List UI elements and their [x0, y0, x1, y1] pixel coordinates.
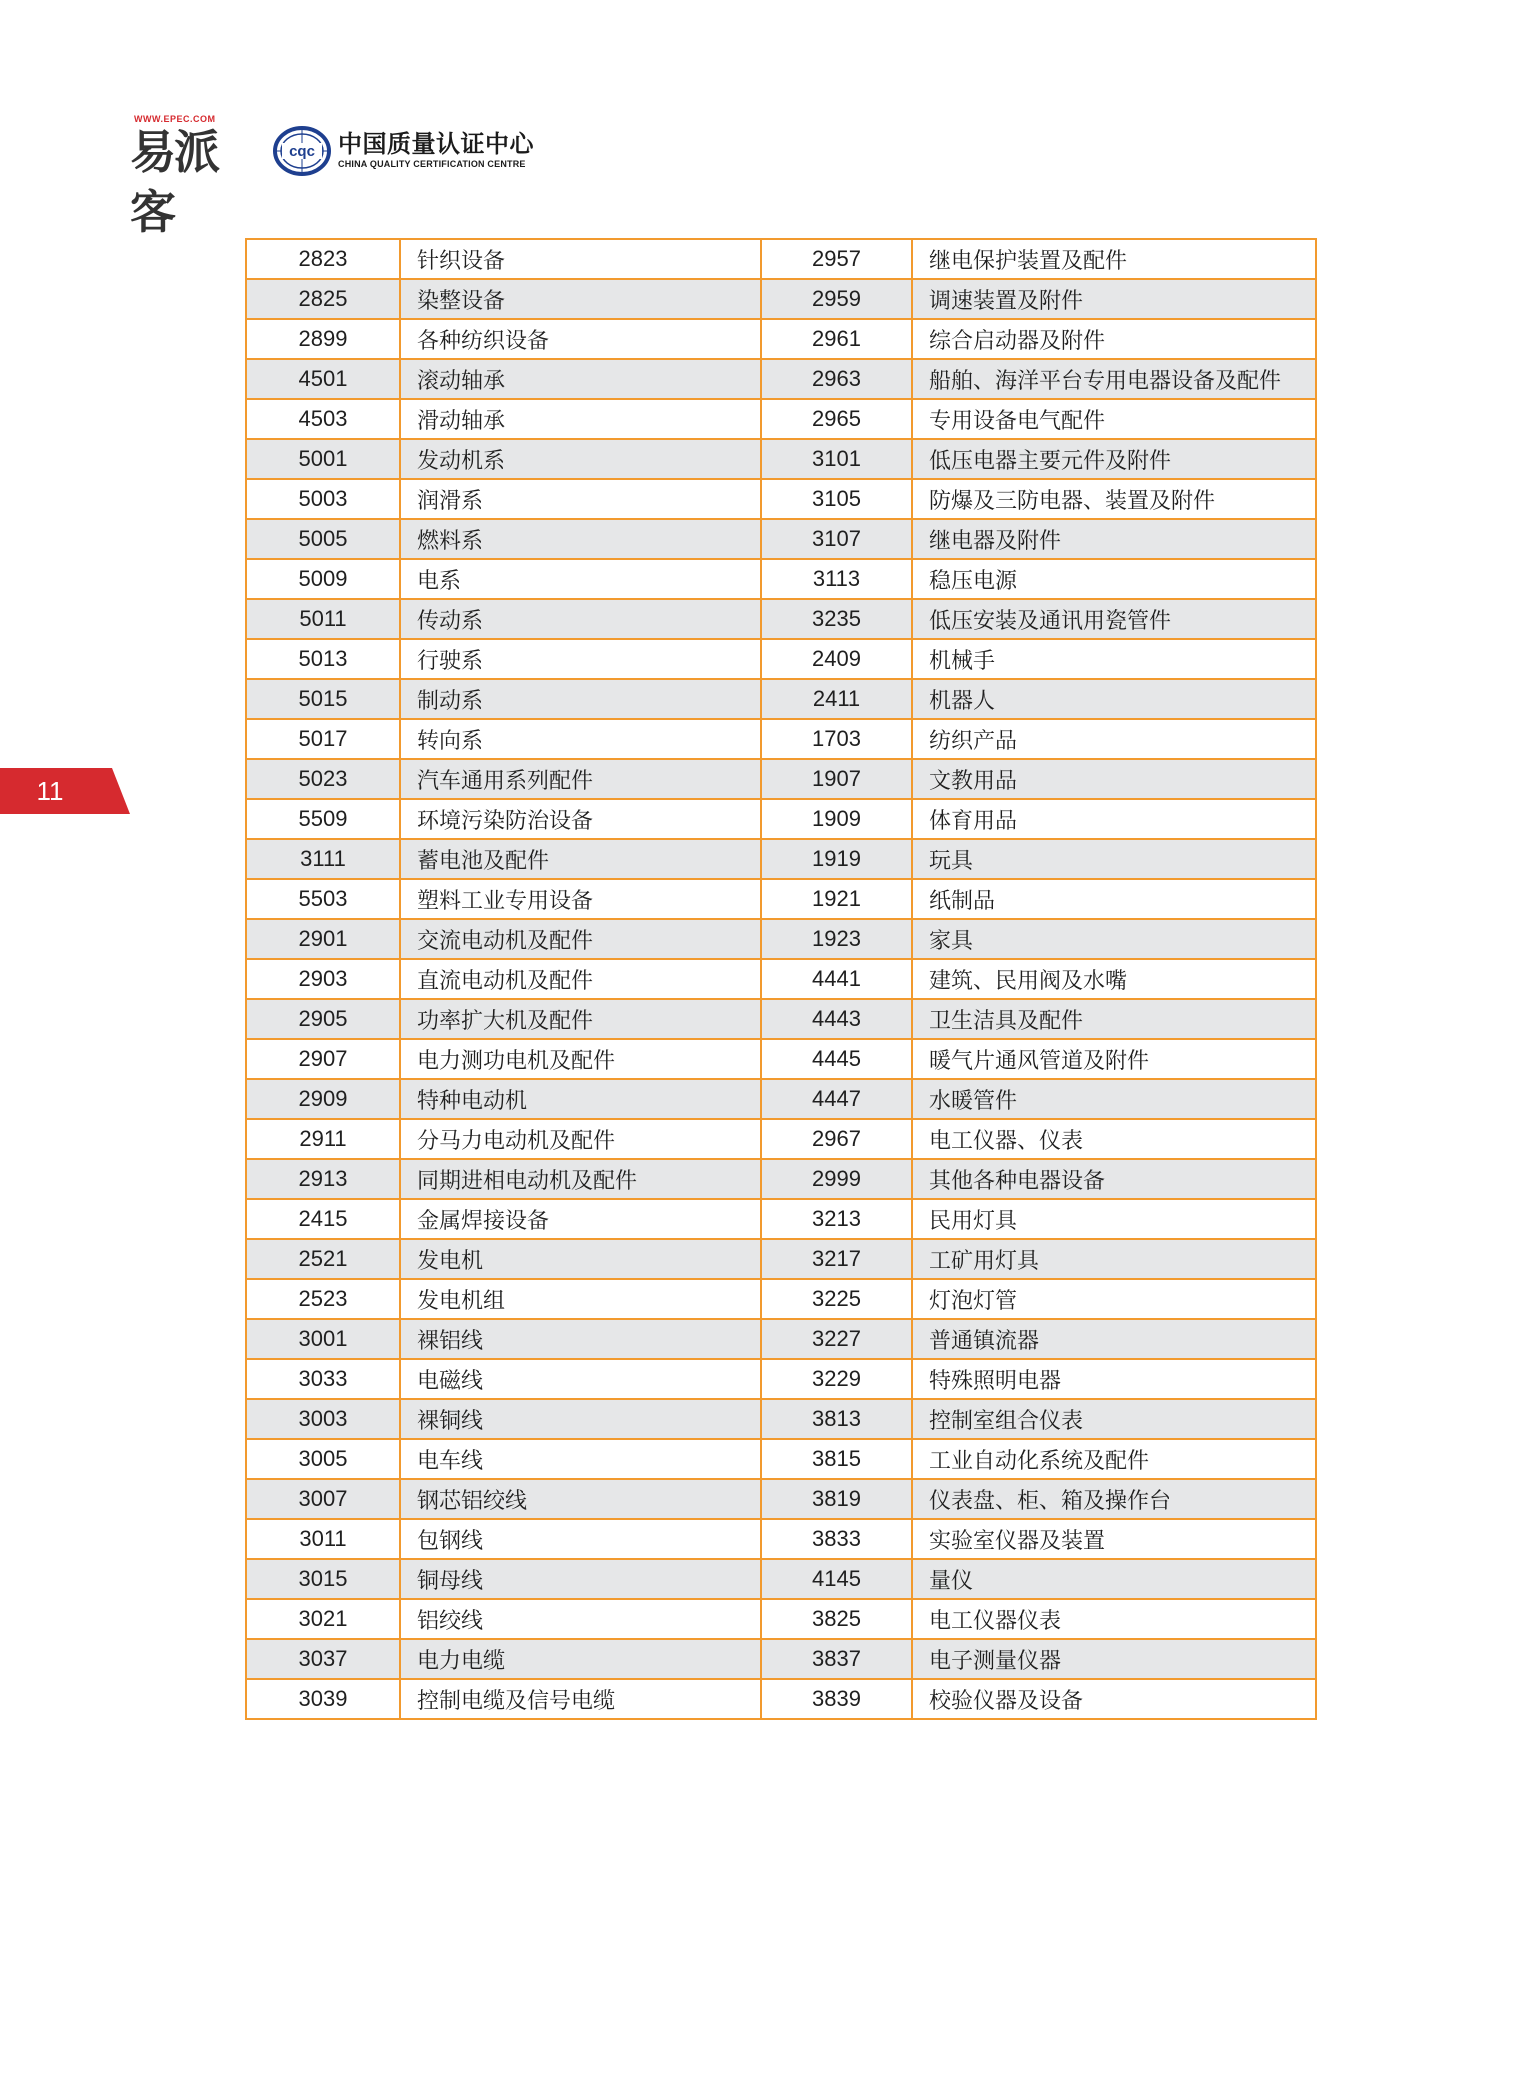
left-code-cell: 2901 — [246, 919, 400, 959]
left-name-cell: 行驶系 — [400, 639, 761, 679]
right-code-cell: 2999 — [761, 1159, 912, 1199]
left-code-cell: 5009 — [246, 559, 400, 599]
right-name-cell: 文教用品 — [912, 759, 1316, 799]
left-code-cell: 2415 — [246, 1199, 400, 1239]
right-name-cell: 调速装置及附件 — [912, 279, 1316, 319]
right-code-cell: 3833 — [761, 1519, 912, 1559]
left-code-cell: 3021 — [246, 1599, 400, 1639]
right-code-cell: 2957 — [761, 239, 912, 279]
right-name-cell: 暖气片通风管道及附件 — [912, 1039, 1316, 1079]
left-name-cell: 控制电缆及信号电缆 — [400, 1679, 761, 1719]
table-row — [246, 759, 1316, 799]
right-code-cell: 3819 — [761, 1479, 912, 1519]
left-name-cell: 金属焊接设备 — [400, 1199, 761, 1239]
left-name-cell: 特种电动机 — [400, 1079, 761, 1119]
right-code-cell: 2961 — [761, 319, 912, 359]
left-name-cell: 制动系 — [400, 679, 761, 719]
table-row — [246, 959, 1316, 999]
page-header — [130, 112, 590, 239]
left-name-cell: 铜母线 — [400, 1559, 761, 1599]
right-name-cell: 电工仪器仪表 — [912, 1599, 1316, 1639]
left-code-cell: 2823 — [246, 239, 400, 279]
right-name-cell: 综合启动器及附件 — [912, 319, 1316, 359]
left-code-cell: 5001 — [246, 439, 400, 479]
right-code-cell: 3225 — [761, 1279, 912, 1319]
table-row — [246, 1119, 1316, 1159]
table-row — [246, 1319, 1316, 1359]
right-code-cell: 3217 — [761, 1239, 912, 1279]
table-row — [246, 399, 1316, 439]
table-row — [246, 679, 1316, 719]
table-row — [246, 1239, 1316, 1279]
right-name-cell: 量仪 — [912, 1559, 1316, 1599]
left-name-cell: 钢芯铝绞线 — [400, 1479, 761, 1519]
right-code-cell: 4441 — [761, 959, 912, 999]
table-row — [246, 999, 1316, 1039]
right-code-cell: 4445 — [761, 1039, 912, 1079]
left-name-cell: 功率扩大机及配件 — [400, 999, 761, 1039]
table-row — [246, 879, 1316, 919]
cqc-emblem-text: cqc — [289, 143, 315, 160]
right-name-cell: 低压安装及通讯用瓷管件 — [912, 599, 1316, 639]
right-code-cell: 3839 — [761, 1679, 912, 1719]
table-row — [246, 1679, 1316, 1719]
left-code-cell: 3003 — [246, 1399, 400, 1439]
right-code-cell: 2963 — [761, 359, 912, 399]
cqc-emblem-icon — [273, 126, 331, 176]
table-row — [246, 479, 1316, 519]
right-code-cell: 3105 — [761, 479, 912, 519]
table-row — [246, 1079, 1316, 1119]
right-name-cell: 继电保护装置及配件 — [912, 239, 1316, 279]
left-code-cell: 5509 — [246, 799, 400, 839]
right-code-cell: 1907 — [761, 759, 912, 799]
left-code-cell: 2825 — [246, 279, 400, 319]
right-code-cell: 3113 — [761, 559, 912, 599]
right-name-cell: 船舶、海洋平台专用电器设备及配件 — [912, 359, 1316, 399]
table-row — [246, 1479, 1316, 1519]
right-name-cell: 纸制品 — [912, 879, 1316, 919]
right-name-cell: 卫生洁具及配件 — [912, 999, 1316, 1039]
right-code-cell: 3815 — [761, 1439, 912, 1479]
table-row — [246, 1559, 1316, 1599]
left-code-cell: 2909 — [246, 1079, 400, 1119]
table-row — [246, 1199, 1316, 1239]
right-name-cell: 校验仪器及设备 — [912, 1679, 1316, 1719]
left-code-cell: 3005 — [246, 1439, 400, 1479]
right-name-cell: 电工仪器、仪表 — [912, 1119, 1316, 1159]
left-code-cell: 5005 — [246, 519, 400, 559]
right-name-cell: 其他各种电器设备 — [912, 1159, 1316, 1199]
right-name-cell: 防爆及三防电器、装置及附件 — [912, 479, 1316, 519]
left-name-cell: 裸铜线 — [400, 1399, 761, 1439]
right-name-cell: 专用设备电气配件 — [912, 399, 1316, 439]
left-name-cell: 发动机系 — [400, 439, 761, 479]
left-name-cell: 发电机 — [400, 1239, 761, 1279]
table-row — [246, 519, 1316, 559]
left-code-cell: 5013 — [246, 639, 400, 679]
right-name-cell: 纺织产品 — [912, 719, 1316, 759]
right-code-cell: 3227 — [761, 1319, 912, 1359]
left-name-cell: 塑料工业专用设备 — [400, 879, 761, 919]
left-code-cell: 3011 — [246, 1519, 400, 1559]
table-row — [246, 1399, 1316, 1439]
right-code-cell: 3837 — [761, 1639, 912, 1679]
epec-url: WWW.EPEC.COM — [134, 114, 216, 124]
left-code-cell: 4501 — [246, 359, 400, 399]
right-name-cell: 特殊照明电器 — [912, 1359, 1316, 1399]
right-code-cell: 2411 — [761, 679, 912, 719]
right-code-cell: 3825 — [761, 1599, 912, 1639]
left-code-cell: 5023 — [246, 759, 400, 799]
right-name-cell: 低压电器主要元件及附件 — [912, 439, 1316, 479]
table-row — [246, 799, 1316, 839]
left-name-cell: 电系 — [400, 559, 761, 599]
table-row — [246, 359, 1316, 399]
table-row — [246, 1439, 1316, 1479]
right-name-cell: 机器人 — [912, 679, 1316, 719]
left-name-cell: 传动系 — [400, 599, 761, 639]
right-name-cell: 工矿用灯具 — [912, 1239, 1316, 1279]
left-code-cell: 3037 — [246, 1639, 400, 1679]
table-row — [246, 1159, 1316, 1199]
epec-name: 易派客 — [130, 125, 218, 239]
left-code-cell: 2903 — [246, 959, 400, 999]
left-name-cell: 染整设备 — [400, 279, 761, 319]
left-name-cell: 蓄电池及配件 — [400, 839, 761, 879]
right-code-cell: 1909 — [761, 799, 912, 839]
left-name-cell: 同期进相电动机及配件 — [400, 1159, 761, 1199]
right-name-cell: 民用灯具 — [912, 1199, 1316, 1239]
cqc-name-en: CHINA QUALITY CERTIFICATION CENTRE — [338, 159, 526, 169]
right-code-cell: 4145 — [761, 1559, 912, 1599]
right-name-cell: 普通镇流器 — [912, 1319, 1316, 1359]
right-name-cell: 建筑、民用阀及水嘴 — [912, 959, 1316, 999]
left-name-cell: 分马力电动机及配件 — [400, 1119, 761, 1159]
left-code-cell: 5015 — [246, 679, 400, 719]
right-name-cell: 实验室仪器及装置 — [912, 1519, 1316, 1559]
right-code-cell: 2965 — [761, 399, 912, 439]
right-name-cell: 玩具 — [912, 839, 1316, 879]
table-row — [246, 559, 1316, 599]
right-name-cell: 水暖管件 — [912, 1079, 1316, 1119]
right-code-cell: 3813 — [761, 1399, 912, 1439]
table-row — [246, 279, 1316, 319]
left-name-cell: 裸铝线 — [400, 1319, 761, 1359]
left-name-cell: 各种纺织设备 — [400, 319, 761, 359]
left-code-cell: 5503 — [246, 879, 400, 919]
table-row — [246, 919, 1316, 959]
left-name-cell: 燃料系 — [400, 519, 761, 559]
left-code-cell: 3033 — [246, 1359, 400, 1399]
table-row — [246, 439, 1316, 479]
left-name-cell: 针织设备 — [400, 239, 761, 279]
right-name-cell: 仪表盘、柜、箱及操作台 — [912, 1479, 1316, 1519]
right-code-cell: 2959 — [761, 279, 912, 319]
cqc-name-cn: 中国质量认证中心 — [338, 130, 534, 158]
left-name-cell: 滚动轴承 — [400, 359, 761, 399]
right-code-cell: 1919 — [761, 839, 912, 879]
left-code-cell: 2913 — [246, 1159, 400, 1199]
left-name-cell: 发电机组 — [400, 1279, 761, 1319]
table-row — [246, 1519, 1316, 1559]
left-code-cell: 2907 — [246, 1039, 400, 1079]
left-code-cell: 3111 — [246, 839, 400, 879]
left-name-cell: 转向系 — [400, 719, 761, 759]
right-code-cell: 1703 — [761, 719, 912, 759]
left-code-cell: 3007 — [246, 1479, 400, 1519]
table-row — [246, 1639, 1316, 1679]
left-name-cell: 电力测功电机及配件 — [400, 1039, 761, 1079]
table-row — [246, 719, 1316, 759]
left-name-cell: 环境污染防治设备 — [400, 799, 761, 839]
table-row — [246, 839, 1316, 879]
left-name-cell: 润滑系 — [400, 479, 761, 519]
left-code-cell: 3015 — [246, 1559, 400, 1599]
left-name-cell: 铝绞线 — [400, 1599, 761, 1639]
left-code-cell: 2521 — [246, 1239, 400, 1279]
left-code-cell: 2911 — [246, 1119, 400, 1159]
table-body — [246, 239, 1316, 1719]
right-code-cell: 3101 — [761, 439, 912, 479]
product-code-table — [245, 238, 1317, 1720]
right-name-cell: 工业自动化系统及配件 — [912, 1439, 1316, 1479]
right-code-cell: 3213 — [761, 1199, 912, 1239]
page-number: 11 — [36, 776, 64, 806]
left-name-cell: 直流电动机及配件 — [400, 959, 761, 999]
right-code-cell: 4443 — [761, 999, 912, 1039]
table-row — [246, 319, 1316, 359]
left-code-cell: 4503 — [246, 399, 400, 439]
left-code-cell: 2899 — [246, 319, 400, 359]
table-row — [246, 1359, 1316, 1399]
table-row — [246, 1279, 1316, 1319]
left-code-cell: 3039 — [246, 1679, 400, 1719]
right-name-cell: 继电器及附件 — [912, 519, 1316, 559]
right-name-cell: 稳压电源 — [912, 559, 1316, 599]
left-name-cell: 交流电动机及配件 — [400, 919, 761, 959]
right-code-cell: 3235 — [761, 599, 912, 639]
table-row — [246, 599, 1316, 639]
table-row — [246, 239, 1316, 279]
right-code-cell: 1923 — [761, 919, 912, 959]
table-row — [246, 639, 1316, 679]
left-name-cell: 电车线 — [400, 1439, 761, 1479]
right-code-cell: 1921 — [761, 879, 912, 919]
right-code-cell: 3107 — [761, 519, 912, 559]
right-code-cell: 2967 — [761, 1119, 912, 1159]
right-name-cell: 灯泡灯管 — [912, 1279, 1316, 1319]
table-row — [246, 1599, 1316, 1639]
left-name-cell: 电力电缆 — [400, 1639, 761, 1679]
right-name-cell: 体育用品 — [912, 799, 1316, 839]
left-code-cell: 5011 — [246, 599, 400, 639]
left-name-cell: 电磁线 — [400, 1359, 761, 1399]
right-name-cell: 家具 — [912, 919, 1316, 959]
page-number-tab — [0, 768, 130, 814]
right-code-cell: 4447 — [761, 1079, 912, 1119]
right-name-cell: 电子测量仪器 — [912, 1639, 1316, 1679]
right-code-cell: 2409 — [761, 639, 912, 679]
left-name-cell: 包钢线 — [400, 1519, 761, 1559]
left-code-cell: 3001 — [246, 1319, 400, 1359]
left-code-cell: 5017 — [246, 719, 400, 759]
left-code-cell: 2905 — [246, 999, 400, 1039]
left-code-cell: 5003 — [246, 479, 400, 519]
right-name-cell: 控制室组合仪表 — [912, 1399, 1316, 1439]
right-name-cell: 机械手 — [912, 639, 1316, 679]
cqc-name — [338, 130, 534, 170]
right-code-cell: 3229 — [761, 1359, 912, 1399]
left-name-cell: 汽车通用系列配件 — [400, 759, 761, 799]
table-row — [246, 1039, 1316, 1079]
epec-logo — [130, 112, 258, 239]
left-code-cell: 2523 — [246, 1279, 400, 1319]
left-name-cell: 滑动轴承 — [400, 399, 761, 439]
